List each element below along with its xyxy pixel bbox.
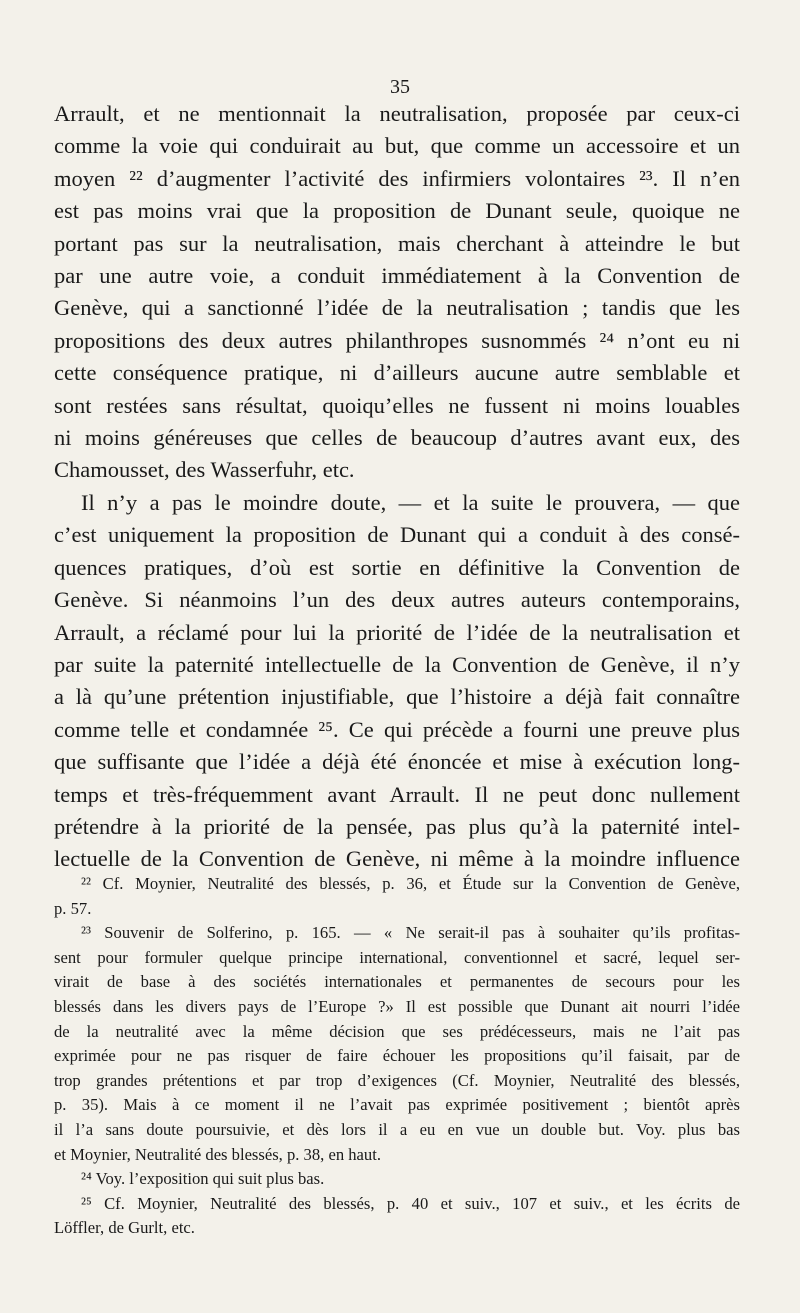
body-line: comme telle et condamnée ²⁵. Ce qui précède a fourni une preuve plus xyxy=(54,716,740,742)
body-line: Arrault, a réclamé pour lui la priorité de l’idée de la neutralisation et xyxy=(54,619,740,645)
footnote-line: p. 57. xyxy=(54,898,92,918)
body-line: Il n’y a pas le moindre doute, — et la suite le prouvera, — que xyxy=(81,489,740,515)
body-line: a là qu’une prétention injustifiable, que l’histoire a déjà fait connaître xyxy=(54,684,740,710)
footnote-line: exprimée pour ne pas risquer de faire échouer les propositions qu’il faisait, par de xyxy=(54,1046,740,1066)
body-line: Genève. Si néanmoins l’un des deux autres auteurs contemporains, xyxy=(54,587,740,613)
footnote-23 xyxy=(54,921,740,1167)
footnote-24 xyxy=(54,1167,740,1192)
footnote-line: sent pour formuler quelque principe international, conventionnel et sacré, lequel ser- xyxy=(54,947,740,967)
body-line: que suffisante que l’idée a déjà été énoncée et mise à exécution long- xyxy=(54,749,740,775)
body-line: Chamousset, des Wasserfuhr, etc. xyxy=(54,457,355,483)
body-line: lectuelle de la Convention de Genève, ni même à la moindre influence xyxy=(54,846,740,872)
body-line: par suite la paternité intellectuelle de la Convention de Genève, il n’y xyxy=(54,651,740,677)
footnote-line: ²³ Souvenir de Solferino, p. 165. — « Ne serait-il pas à souhaiter qu’ils profitas- xyxy=(81,923,740,943)
body-line: moyen ²² d’augmenter l’activité des infirmiers volontaires ²³. Il n’en xyxy=(54,165,740,191)
body-line: cette conséquence pratique, ni d’ailleurs aucune autre semblable et xyxy=(54,360,740,386)
footnote-line: blessés dans les divers pays de l’Europe ?» Il est possible que Dunant ait nourri l’idée xyxy=(54,996,740,1016)
body-line: par une autre voie, a conduit immédiatement à la Convention de xyxy=(54,263,740,289)
body-line: portant pas sur la neutralisation, mais cherchant à atteindre le but xyxy=(54,230,740,256)
footnote-line: et Moynier, Neutralité des blessés, p. 38, en haut. xyxy=(54,1144,381,1164)
footnote-line: Löffler, de Gurlt, etc. xyxy=(54,1218,195,1238)
footnote-line: ²⁴ Voy. l’exposition qui suit plus bas. xyxy=(81,1169,325,1189)
body-line: Arrault, et ne mentionnait la neutralisation, proposée par ceux-ci xyxy=(54,101,740,126)
body-line: c’est uniquement la proposition de Dunant qui a conduit à des consé- xyxy=(54,522,740,548)
body-line: comme la voie qui conduirait au but, que comme un accessoire et un xyxy=(54,133,740,159)
body-line: ni moins généreuses que celles de beaucoup d’autres avant eux, des xyxy=(54,425,740,451)
footnote-line: de la neutralité avec la même décision que ses prédécesseurs, mais ne l’ait pas xyxy=(54,1021,740,1041)
body-line: Genève, qui a sanctionné l’idée de la neutralisation ; tandis que les xyxy=(54,295,740,321)
footnote-line: il l’a sans doute poursuivie, et dès lors il a eu en vue un double but. Voy. plus bas xyxy=(54,1119,740,1139)
body-line: propositions des deux autres philanthropes susnommés ²⁴ n’ont eu ni xyxy=(54,327,740,353)
page-number: 35 xyxy=(390,76,410,98)
body-line: sont restées sans résultat, quoiqu’elles ne fussent ni moins louables xyxy=(54,392,740,418)
footnote-25 xyxy=(54,1192,740,1241)
footnote-line: virait de base à des sociétés internationales et permanentes de secours pour les xyxy=(54,972,740,992)
footnote-22 xyxy=(54,872,740,921)
footnote-line: ²² Cf. Moynier, Neutralité des blessés, p. 36, et Étude sur la Convention de Genève, xyxy=(81,874,740,893)
footnote-line: ²⁵ Cf. Moynier, Neutralité des blessés, p. 40 et suiv., 107 et suiv., et les écrits de xyxy=(81,1193,740,1213)
footnote-line: p. 35). Mais à ce moment il ne l’avait pas exprimée positivement ; bientôt après xyxy=(54,1095,740,1115)
body-line: est pas moins vrai que la proposition de Dunant seule, quoique ne xyxy=(54,198,740,224)
body-line: prétendre à la priorité de la pensée, pas plus qu’à la paternité intel- xyxy=(54,813,740,839)
body-line: temps et très-fréquemment avant Arrault. Il ne peut donc nullement xyxy=(54,781,740,807)
footnote-line: trop grandes prétentions et par trop d’exigences (Cf. Moynier, Neutralité des blessés, xyxy=(54,1070,740,1090)
body-text xyxy=(54,98,740,876)
body-line: quences pratiques, d’où est sortie en définitive la Convention de xyxy=(54,554,740,580)
footnotes xyxy=(54,872,740,1241)
